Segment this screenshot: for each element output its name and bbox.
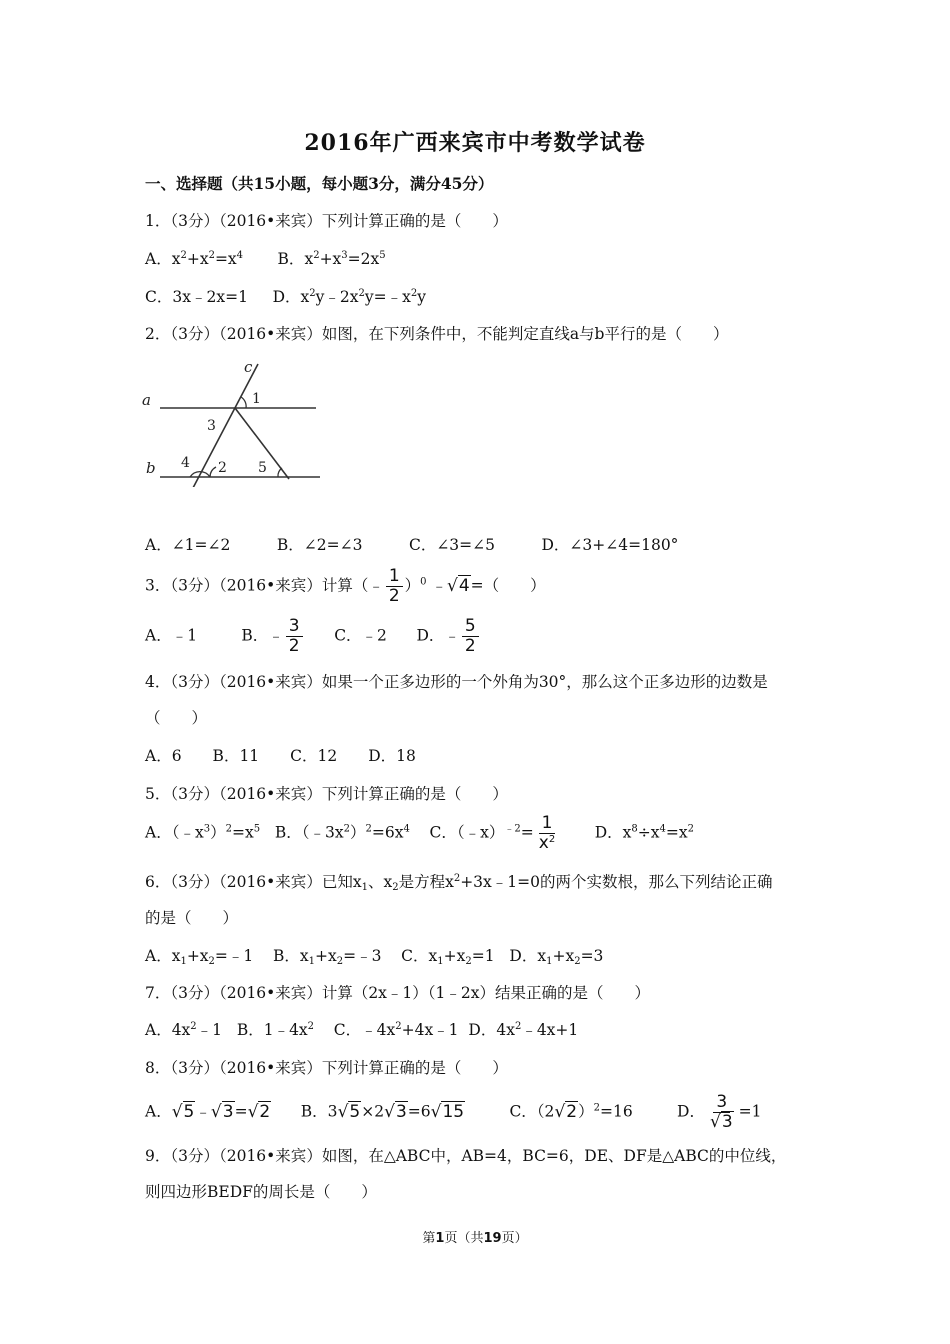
question-9-stem: 9．（3分）（2016•来宾）如图，在△ABC中，AB=4，BC=6，DE、DF是△ABC的中位线， [145, 1147, 787, 1165]
label-4: 4 [181, 455, 190, 471]
question-4-options: A．6 B．11 C．12 D．18 [145, 747, 416, 765]
question-2-stem: 2．（3分）（2016•来宾）如图，在下列条件中，不能判定直线a与b平行的是（ ） [145, 325, 729, 343]
label-3: 3 [207, 418, 216, 434]
question-5-stem: 5．（3分）（2016•来宾）下列计算正确的是（ ） [145, 785, 508, 803]
question-1-options-ab: A．$x^2+x^2=x^4$ B．$x^2+x^3=2x^5$ [145, 250, 386, 268]
label-2: 2 [218, 460, 227, 476]
question-1-stem: 1．（3分）（2016•来宾）下列计算正确的是（ ） [145, 212, 508, 230]
question-1-options-cd: C．3x﹣2x=1 D．$x^2y﹣2x^2y=﹣x^2y$ [145, 288, 427, 306]
label-c: c [244, 358, 253, 376]
page-title: 2016年广西来宾市中考数学试卷 [304, 130, 646, 156]
label-5: 5 [258, 460, 267, 476]
question-6-stem-cont: 的是（ ） [145, 909, 239, 927]
question-3-stem: 3．（3分）（2016•来宾）计算（﹣ $\frac{1}{2}$ ）$^0$ ﹣√4=（ ） [145, 566, 546, 606]
label-b: b [146, 459, 156, 477]
question-4-stem-cont: （ ） [145, 709, 208, 727]
question-8-options: A．√5﹣√3=√2 B．3√5×2√3=6√15 C．$(2√2)^2=16$ D． $\frac{3}{√3}$ =1 [145, 1092, 762, 1132]
question-6-stem: 6．（3分）（2016•来宾）已知$x_1$、$x_2$是方程$x^2+3x﹣1=0$的两个实数根，那么下列结论正确 [145, 873, 773, 893]
question-5-options: A．$(﹣x^3)^2=x^5$ B．$(﹣3x^2)^2=6x^4$ C．（﹣x）$^{﹣2}$= $\frac{1}{x^2}$ D．$x^8\div x^4=x^2$ [145, 813, 694, 853]
page-footer: 第1页（共19页） [422, 1231, 528, 1246]
parallel-lines-figure [138, 357, 328, 487]
label-1: 1 [252, 391, 261, 407]
question-2-options: A．∠1=∠2 B．∠2=∠3 C．∠3=∠5 D．∠3+∠4=180° [145, 536, 679, 554]
label-a: a [142, 391, 151, 409]
section-heading: 一、选择题（共15小题，每小题3分，满分45分） [145, 174, 494, 193]
question-3-options: A．﹣1 B．﹣ $\frac{3}{2}$ C．﹣2 D．﹣ $\frac{5}{2}$ [145, 617, 481, 656]
question-8-stem: 8．（3分）（2016•来宾）下列计算正确的是（ ） [145, 1059, 508, 1077]
question-9-stem-cont: 则四边形BEDF的周长是（ ） [145, 1183, 377, 1201]
question-7-options: A．$4x^2﹣1$ B．$1﹣4x^2$ C．$﹣4x^2+4x﹣1$ D．$4x^2﹣4x+1$ [145, 1021, 579, 1039]
question-7-stem: 7．（3分）（2016•来宾）计算（2x﹣1）（1﹣2x）结果正确的是（ ） [145, 984, 650, 1002]
angle-1-arc [241, 397, 246, 408]
angle-2-arc [210, 467, 216, 477]
question-6-options: A．$x_1+x_2=﹣1$ B．$x_1+x_2=﹣3$ C．$x_1+x_2=1$ D．$x_1+x_2=3$ [145, 947, 604, 967]
question-4-stem: 4．（3分）（2016•来宾）如果一个正多边形的一个外角为30°，那么这个正多边形的边数是 [145, 673, 768, 691]
